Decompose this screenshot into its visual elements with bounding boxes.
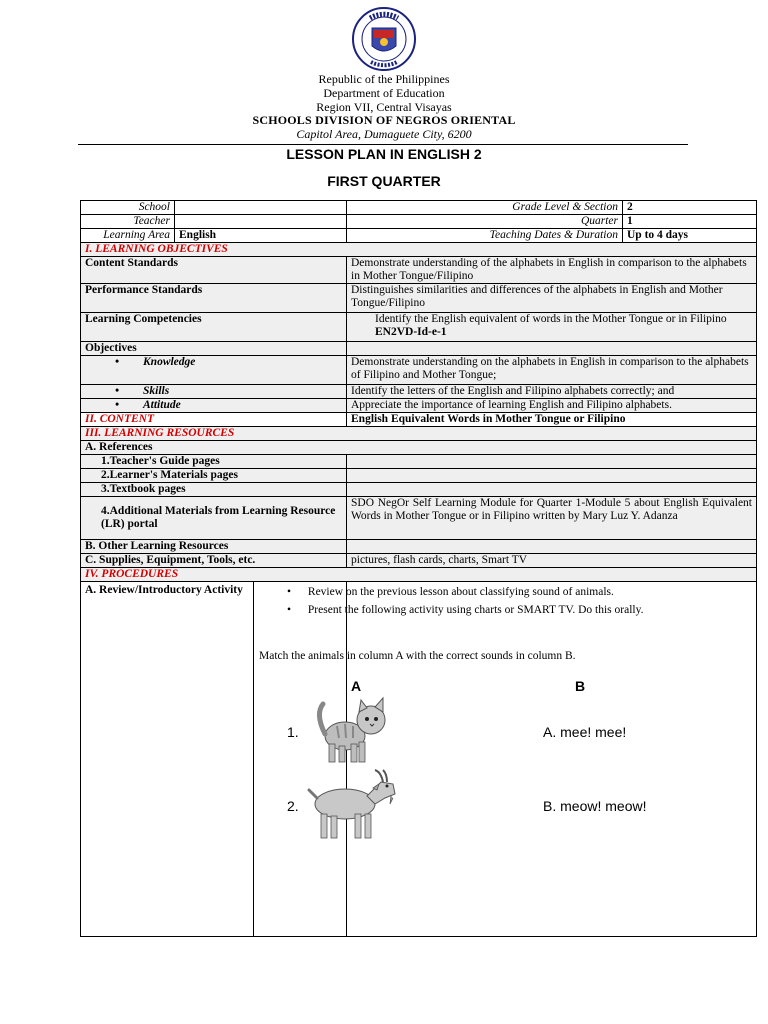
knowledge-value: Demonstrate understanding on the alphabets in English in comparison to the alphabets of Filipino and Mother Tongue;	[347, 356, 757, 385]
content-standards-label: Content Standards	[81, 257, 347, 284]
competencies-label: Learning Competencies	[81, 313, 347, 342]
header-region: Region VII, Central Visayas	[316, 100, 452, 114]
sound-b: B. meow! meow!	[543, 798, 647, 814]
supplies-value: pictures, flash cards, charts, Smart TV	[347, 554, 757, 568]
procedures-heading: IV. PROCEDURES	[81, 568, 757, 582]
header-republic: Republic of the Philippines	[318, 72, 450, 86]
area-label: Learning Area	[81, 229, 175, 243]
lesson-plan-table	[80, 200, 757, 937]
other-resources-label: B. Other Learning Resources	[81, 540, 347, 554]
teacher-value	[175, 215, 347, 229]
info-row-school	[81, 201, 757, 215]
header-address: Capitol Area, Dumaguete City, 6200	[296, 127, 472, 141]
competencies-code: EN2VD-Id-e-1	[375, 326, 447, 338]
content-heading: II. CONTENT	[81, 413, 347, 427]
page-title: LESSON PLAN IN ENGLISH 2	[286, 146, 482, 162]
header-rule	[78, 144, 688, 145]
column-b-header: B	[575, 678, 586, 694]
attitude-value: Appreciate the importance of learning English and Filipino alphabets.	[347, 399, 757, 413]
goat-illustration	[305, 768, 403, 844]
tb-label: 3.Textbook pages	[81, 483, 347, 497]
objectives-row	[81, 342, 757, 356]
teacher-label: Teacher	[81, 215, 175, 229]
procedure-bullet-2: Present the following activity using charts or SMART TV. Do this orally.	[307, 604, 644, 616]
procedure-bullet-1: Review on the previous lesson about classifying sound of animals.	[307, 586, 614, 598]
area-value: English	[175, 229, 347, 243]
info-row-area	[81, 229, 757, 243]
header-division: SCHOOLS DIVISION OF NEGROS ORIENTAL	[252, 113, 516, 127]
school-value	[175, 201, 347, 215]
school-label: School	[81, 201, 175, 215]
skills-row	[81, 385, 757, 399]
column-a-header: A	[351, 678, 362, 694]
review-row: A. Review/Introductory Activity • Review on the previous lesson about classifying sound of animals. • Present the following activity using charts or SMART TV. Do this orally. Match the animals in column A with the correct sounds in column B. A B 1. 2. A. mee! mee! B. meow! meow!	[81, 582, 757, 937]
match-instruction: Match the animals in column A with the correct sounds in column B.	[259, 650, 576, 662]
quarter-value: 1	[623, 215, 757, 229]
content-value: English Equivalent Words in Mother Tongue or Filipino	[347, 413, 757, 427]
item-2-number: 2.	[287, 798, 299, 814]
cat-illustration	[315, 694, 395, 766]
resources-heading: III. LEARNING RESOURCES	[81, 427, 757, 441]
competencies-row	[81, 313, 757, 342]
attitude-row	[81, 399, 757, 413]
objectives-label: Objectives	[81, 342, 347, 356]
competencies-value: Identify the English equivalent of words in the Mother Tongue or in Filipino	[375, 313, 727, 325]
item-1-number: 1.	[287, 724, 299, 740]
lm-label: 2.Learner's Materials pages	[81, 469, 347, 483]
content-row	[81, 413, 757, 427]
content-standards-value: Demonstrate understanding of the alphabets in English in comparison to the alphabets in Mother Tongue/Filipino	[347, 257, 757, 284]
info-row-teacher	[81, 215, 757, 229]
content-standards-row	[81, 257, 757, 284]
performance-standards-label: Performance Standards	[81, 284, 347, 313]
page-subtitle: FIRST QUARTER	[327, 173, 441, 189]
grade-label: Grade Level & Section	[347, 201, 623, 215]
attitude-label: • Attitude	[85, 399, 342, 412]
sound-a: A. mee! mee!	[543, 724, 627, 740]
additional-label: 4.Additional Materials from Learning Resource (LR) portal	[81, 497, 347, 540]
review-label: A. Review/Introductory Activity	[85, 584, 243, 596]
references-label: A. References	[81, 441, 757, 455]
deped-seal-logo	[344, 6, 424, 72]
dates-label: Teaching Dates & Duration	[347, 229, 623, 243]
knowledge-label: • Knowledge	[85, 356, 342, 369]
performance-standards-row	[81, 284, 757, 313]
skills-label: • Skills	[85, 385, 342, 398]
skills-value: Identify the letters of the English and Filipino alphabets correctly; and	[347, 385, 757, 399]
performance-standards-value: Distinguishes similarities and differences of the alphabets in English and Mother Tongue/Filipino	[347, 284, 757, 313]
objectives-heading: I. LEARNING OBJECTIVES	[81, 243, 757, 257]
header-department: Department of Education	[323, 86, 445, 100]
quarter-label: Quarter	[347, 215, 623, 229]
dates-value: Up to 4 days	[623, 229, 757, 243]
supplies-label: C. Supplies, Equipment, Tools, etc.	[81, 554, 347, 568]
tg-label: 1.Teacher's Guide pages	[81, 455, 347, 469]
knowledge-row	[81, 356, 757, 385]
grade-value: 2	[623, 201, 757, 215]
additional-value: SDO NegOr Self Learning Module for Quarter 1-Module 5 about English Equivalent Words in Mother Tongue or in Filipino written by Mary Luz Y. Adanza	[347, 497, 757, 540]
